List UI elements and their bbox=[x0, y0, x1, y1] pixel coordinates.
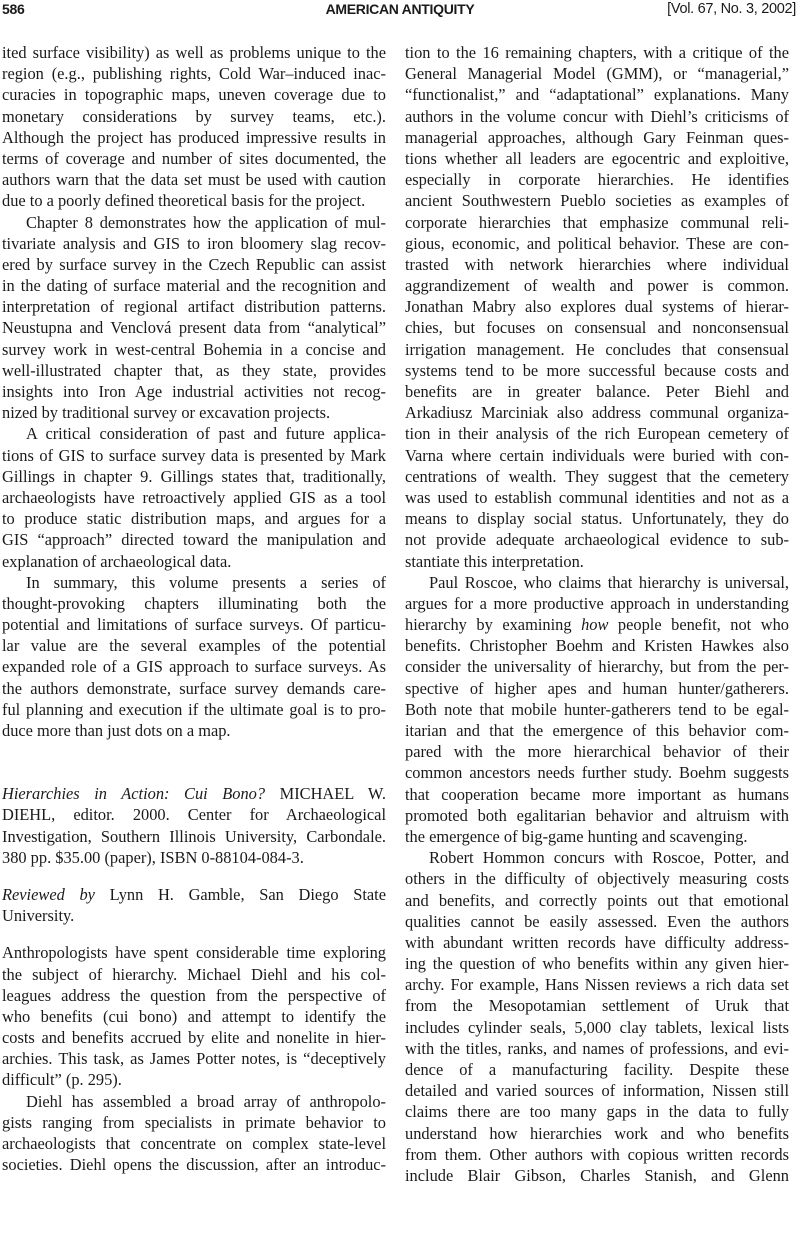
text-line: hierarchy by examining how people benefit, not who bbox=[405, 615, 789, 635]
text-line: insights into Iron Age industrial activities not recog- bbox=[2, 382, 386, 401]
reviewer-line: University. bbox=[2, 906, 75, 926]
text-line: and benefits, and correctly points out that emotional bbox=[405, 890, 789, 910]
text-line: archaeologists have retroactively applied GIS as a tool bbox=[2, 487, 386, 507]
text-line: from them. Other authors with copious written records bbox=[405, 1144, 789, 1164]
section-gap bbox=[2, 741, 386, 783]
text-line: argues for a more productive approach in understanding bbox=[405, 593, 789, 613]
citation-line: Hierarchies in Action: Cui Bono? MICHAEL W. bbox=[2, 784, 386, 804]
text-line: ancient Southwestern Pueblo societies as examples of bbox=[405, 191, 789, 211]
text-line: region (e.g., publishing rights, Cold War–induced inac- bbox=[2, 64, 386, 84]
text-line: gists ranging from specialists in primate behavior to bbox=[2, 1112, 386, 1132]
citation-line: 380 pp. $35.00 (paper), ISBN 0-88104-084-3. bbox=[2, 847, 304, 867]
text-line: common ancestors needs further study. Boehm suggests bbox=[405, 763, 789, 783]
text-line: especially in corporate hierarchies. He identifies bbox=[405, 170, 789, 190]
text-line: nized by traditional survey or excavation projects. bbox=[2, 403, 331, 423]
text-line: aggrandizement of wealth and power is common. bbox=[405, 276, 789, 296]
text-line: tion in their analysis of the rich European cemetery of bbox=[405, 424, 789, 444]
text-line: Although the project has produced impressive results in bbox=[2, 127, 386, 147]
text-line: lar value are the several examples of the potential bbox=[2, 636, 386, 656]
text-line: well-illustrated chapter that, as they state, provides bbox=[2, 360, 386, 380]
text-line: Neustupna and Venclová present data from “analytical” bbox=[2, 318, 386, 338]
text-line: ited surface visibility) as well as problems unique to the bbox=[2, 43, 386, 62]
text-line: understand how hierarchies work and who benefits bbox=[405, 1123, 789, 1143]
text-line: irrigation management. He concludes that consensual bbox=[405, 339, 789, 359]
text-line: tion to the 16 remaining chapters, with a critique of the bbox=[405, 43, 789, 62]
text-line: Diehl has assembled a broad array of anthropolo- bbox=[26, 1091, 386, 1111]
text-line: with abundant written records have difficulty address- bbox=[405, 932, 789, 952]
text-line: others in the difficulty of objectively measuring costs bbox=[405, 869, 789, 889]
text-line: monetary considerations by survey teams, etc.). bbox=[2, 106, 386, 126]
text-line: Paul Roscoe, who claims that hierarchy is universal, bbox=[429, 572, 789, 592]
text-line: itarian and that the emergence of this behavior com- bbox=[405, 721, 789, 740]
text-line: consider the universality of hierarchy, but from the per- bbox=[405, 657, 789, 677]
text-line: archies. This task, as James Potter notes, is “deceptively bbox=[2, 1049, 386, 1069]
paragraph-chapter-8 bbox=[2, 212, 386, 424]
text-line: with the titles, ranks, and names of professions, and evi- bbox=[405, 1038, 789, 1058]
text-line: stantiate this interpretation. bbox=[405, 551, 584, 571]
paragraph-summary bbox=[2, 572, 386, 742]
volume-info: [Vol. 67, No. 3, 2002] bbox=[667, 1, 796, 17]
text-line: systems tend to be more successful because costs and bbox=[405, 360, 789, 380]
text-line: tions of GIS to surface survey data is presented by Mark bbox=[2, 445, 386, 465]
page-number: 586 bbox=[2, 1, 25, 17]
text-line: promoted both egalitarian behavior and altruism with bbox=[405, 805, 789, 825]
text-line: the authors demonstrate, surface survey demands care- bbox=[2, 678, 386, 698]
running-head bbox=[0, 0, 800, 22]
text-line: A critical consideration of past and future applica- bbox=[26, 424, 386, 444]
text-line: authors in the volume concur with Diehl’s criticisms of bbox=[405, 106, 789, 126]
text-line: explanation of archaeological data. bbox=[2, 551, 232, 571]
text-line: who benefits (cui bono) and attempt to identify the bbox=[2, 1006, 386, 1026]
paragraph-chapter-9 bbox=[2, 423, 386, 571]
text-line: claims there are too many gaps in the data to fully bbox=[405, 1102, 789, 1122]
text-line: the emergence of big-game hunting and scavenging. bbox=[405, 826, 748, 846]
section-gap bbox=[2, 926, 386, 942]
text-line: gious, economic, and political behavior. These are con- bbox=[405, 233, 789, 253]
right-column bbox=[405, 42, 789, 1186]
text-line: centrations of wealth. They suggest that the cemetery bbox=[405, 466, 789, 486]
section-gap bbox=[2, 868, 386, 884]
paragraph-gmm-critique bbox=[405, 42, 789, 572]
text-line: that cooperation became more important as humans bbox=[405, 784, 789, 804]
text-line: In summary, this volume presents a series of bbox=[26, 572, 386, 592]
text-line: potential and limitations of surface surveys. Of particu- bbox=[2, 615, 386, 635]
text-line: due to a poorly defined theoretical basis for the project. bbox=[2, 191, 366, 211]
text-line: not provide adequate archaeological evidence to sub- bbox=[405, 530, 789, 550]
text-line: Anthropologists have spent considerable time exploring bbox=[2, 943, 386, 963]
text-line: duce more than just dots on a map. bbox=[2, 721, 231, 740]
text-line: pared with the more hierarchical behavior of their bbox=[405, 742, 789, 762]
reviewer-line: Reviewed by Lynn H. Gamble, San Diego State bbox=[2, 884, 386, 904]
emphasis-how: how bbox=[581, 615, 609, 635]
text-line: ered by surface survey in the Czech Republic can assist bbox=[2, 254, 386, 274]
book-citation bbox=[2, 783, 386, 868]
citation-line: DIEHL, editor. 2000. Center for Archaeological bbox=[2, 805, 386, 825]
text-line: expanded role of a GIS approach to surface surveys. As bbox=[2, 657, 386, 677]
text-line: tivariate analysis and GIS to iron bloomery slag recov- bbox=[2, 233, 386, 253]
text-line: societies. Diehl opens the discussion, after an introduc- bbox=[2, 1155, 386, 1175]
text-line: spective of higher apes and human hunter/gatherers. bbox=[405, 678, 789, 698]
paragraph-roscoe bbox=[405, 572, 789, 847]
text-line: Robert Hommon concurs with Roscoe, Potter, and bbox=[429, 848, 789, 868]
text-line: from the Mesopotamian settlement of Uruk that bbox=[405, 996, 789, 1016]
text-line: archy. For example, Hans Nissen reviews a rich data set bbox=[405, 975, 789, 995]
paragraph-diehl-array bbox=[2, 1091, 386, 1176]
text-line: GIS “approach” directed toward the manipulation and bbox=[2, 530, 386, 550]
text-line: benefits are in greater balance. Peter Biehl and bbox=[405, 382, 789, 401]
journal-title: AMERICAN ANTIQUITY bbox=[325, 1, 475, 17]
text-line: dence of a manufacturing facility. Despite these bbox=[405, 1060, 789, 1079]
reviewer-credit bbox=[2, 884, 386, 926]
text-line: to produce static distribution maps, and argues for a bbox=[2, 509, 386, 529]
text-line: authors warn that the data set must be used with caution bbox=[2, 170, 386, 190]
reviewed-by-label: Reviewed by bbox=[2, 884, 95, 904]
text-line: Chapter 8 demonstrates how the application of mul- bbox=[26, 212, 386, 232]
text-line: was used to establish communal identities and not as a bbox=[405, 487, 789, 507]
text-line: in the dating of surface material and the recognition and bbox=[2, 276, 386, 296]
text-line: difficult” (p. 295). bbox=[2, 1070, 122, 1090]
text-line: thought-provoking chapters illuminating both the bbox=[2, 593, 386, 613]
text-line: Gillings in chapter 9. Gillings states that, traditionally, bbox=[2, 466, 386, 486]
text-line: Jonathan Mabry also explores dual systems of hierar- bbox=[405, 297, 789, 317]
left-column bbox=[2, 42, 386, 1175]
text-line: archaeologists that concentrate on complex state-level bbox=[2, 1134, 386, 1153]
text-line: costs and benefits accrued by elite and nonelite in hier- bbox=[2, 1028, 386, 1048]
book-title: Hierarchies in Action: Cui Bono? bbox=[2, 784, 266, 804]
text-line: benefits. Christopher Boehm and Kristen Hawkes also bbox=[405, 636, 789, 656]
text-line: terms of coverage and number of sites documented, the bbox=[2, 148, 386, 168]
text-line: General Managerial Model (GMM), or “managerial,” bbox=[405, 64, 789, 84]
text-line: ful planning and execution if the ultimate goal is to pro- bbox=[2, 699, 386, 719]
text-line: the subject of hierarchy. Michael Diehl and his col- bbox=[2, 964, 386, 984]
text-line: qualities cannot be easily assessed. Even the authors bbox=[405, 911, 789, 931]
text-line: “functionalist,” and “adaptational” explanations. Many bbox=[405, 85, 789, 105]
text-line: means to display social status. Unfortunately, they do bbox=[405, 509, 789, 529]
text-line: ing the question of who benefits within any given hier- bbox=[405, 954, 789, 974]
text-line: Arkadiusz Marciniak also address communal organiza- bbox=[405, 403, 789, 423]
paragraph-survey-caveats bbox=[2, 42, 386, 212]
text-line: leagues address the question from the perspective of bbox=[2, 985, 386, 1005]
text-line: managerial approaches, although Gary Feinman ques- bbox=[405, 127, 789, 147]
text-line: corporate hierarchies that emphasize communal reli- bbox=[405, 212, 789, 232]
text-line: trasted with network hierarchies where individual bbox=[405, 254, 789, 274]
text-line: detailed and varied sources of information, Nissen still bbox=[405, 1081, 789, 1101]
text-line: includes cylinder seals, 5,000 clay tablets, lexical lists bbox=[405, 1017, 789, 1037]
text-line: include Blair Gibson, Charles Stanish, and Glenn bbox=[405, 1165, 789, 1185]
paragraph-review-intro bbox=[2, 942, 386, 1090]
paragraph-hommon bbox=[405, 847, 789, 1186]
text-line: Both note that mobile hunter-gatherers tend to be egal- bbox=[405, 699, 789, 719]
text-line: tions whether all leaders are egocentric and exploitive, bbox=[405, 148, 789, 168]
citation-line: Investigation, Southern Illinois University, Carbondale. bbox=[2, 826, 386, 846]
text-line: interpretation of regional artifact distribution patterns. bbox=[2, 297, 386, 317]
text-line: chies, but focuses on consensual and nonconsensual bbox=[405, 318, 789, 338]
text-line: curacies in topographic maps, uneven coverage due to bbox=[2, 85, 386, 105]
text-line: survey work in west-central Bohemia in a concise and bbox=[2, 339, 386, 359]
text-line: Varna where certain individuals were buried with con- bbox=[405, 445, 789, 465]
